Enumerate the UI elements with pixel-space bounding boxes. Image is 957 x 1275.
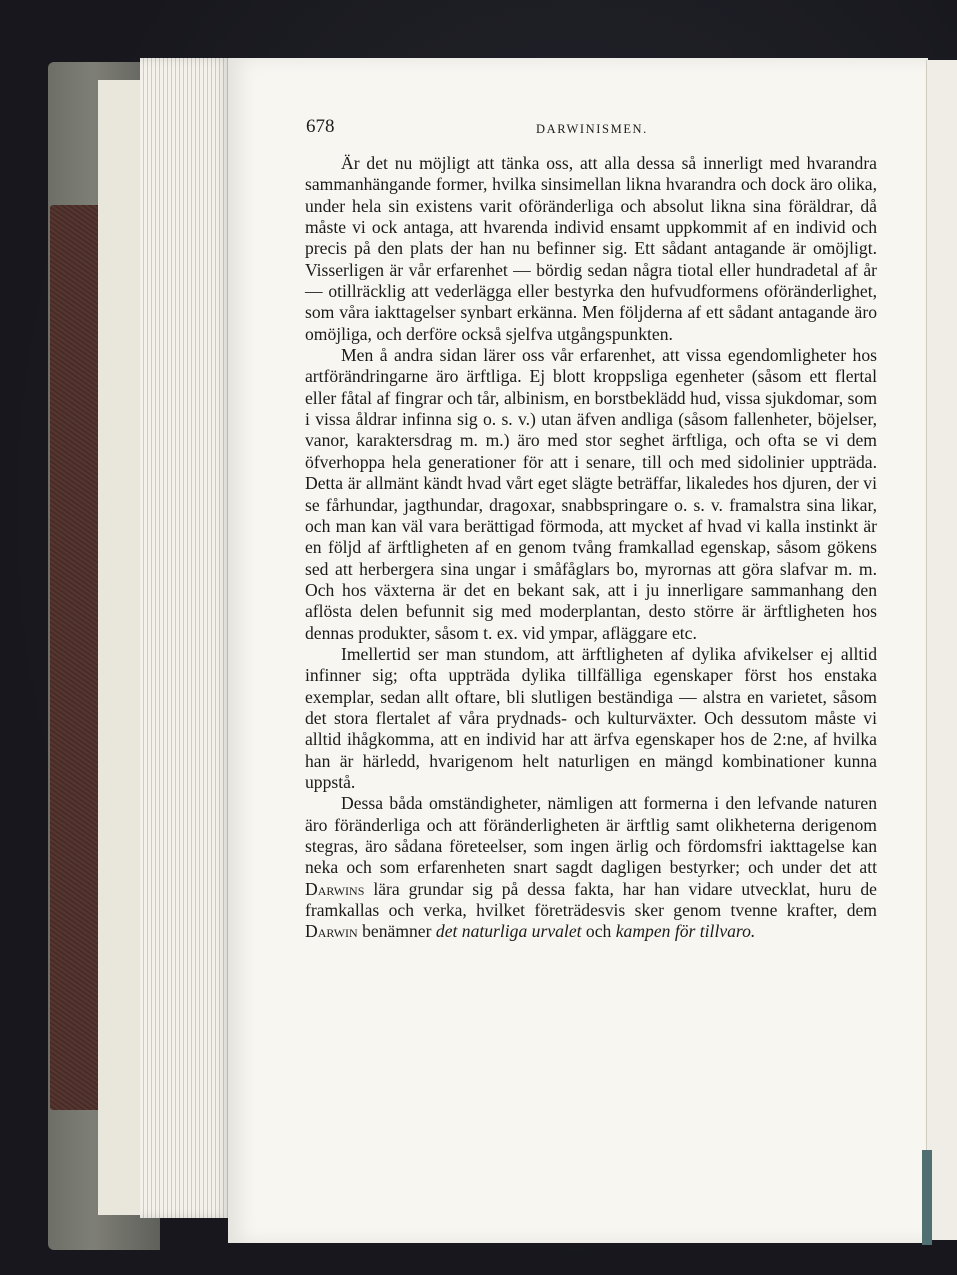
paragraph bbox=[305, 793, 877, 942]
endpaper bbox=[98, 80, 143, 1215]
text-run: lära grundar sig på dessa fakta, har han vidare utvecklat, huru de framkallas och verka, hvilket företrädesvis sker genom tvenne krafter, dem bbox=[305, 878, 877, 921]
body-text bbox=[305, 153, 877, 943]
paragraph: Imellertid ser man stundom, att ärftligheten af dylika afvikelser ej alltid infinner sig; ofta uppträda dylika tillfälliga egenskaper först hos enstaka exemplar, sedan allt oftare, bli slutligen beständiga — alstra en varietet, såsom det stora flertalet af våra prydnads- och kulturväxter. Och dessutom måste vi alltid ihågkomma, att en individ har att ärfva egenskaper hos de 2:ne, af hvilka han är härledd, hvarigenom helt naturligen en mängd kombinationer kunna uppstå. bbox=[305, 643, 877, 792]
text-run: benämner bbox=[362, 921, 432, 942]
page-stack-edges bbox=[140, 58, 232, 1218]
italic-term: kampen för tillvaro. bbox=[615, 921, 756, 942]
book-cover-leather bbox=[50, 205, 104, 1110]
author-name: Darwin bbox=[305, 921, 358, 942]
author-name: Darwins bbox=[305, 878, 365, 899]
page-number: 678 bbox=[306, 116, 335, 137]
text-run: Dessa båda omständigheter, nämligen att formerna i den lefvande naturen äro föränderliga och att föränderligheten är ärftlig samt olikheterna derigenom stegras, äro sådana företeelser, som ingen ärlig och fördomsfri iakttagelse kan neka och som erfarenheten snart sagdt dagligen bestyrker; och under det att bbox=[305, 793, 877, 878]
paragraph: Men å andra sidan lärer oss vår erfarenhet, att vissa egendomligheter hos artförändringarne äro ärftliga. Ej blott kroppsliga egenheter (såsom ett flertal eller fåtal af fingrar och tår, albinism, en borstbeklädd hud, vissa sjukdomar, som i vissa åldrar infinna sig o. s. v.) utan äfven andliga (såsom fallenheter, böjelser, vanor, karaktersdrag m. m.) äro med stor seghet ärftliga, och ofta se vi dem öfverhoppa hela generationer för att i senare, till och med sidolinier uppträda. Detta är allmänt kändt hvad vårt eget slägte beträffar, likaledes hos djuren, der vi se fårhundar, jagthundar, dragoxar, snabbspringare o. s. v. framalstra sina likar, och man kan väl vara berättigad förmoda, att mycket af hvad vi kalla instinkt är en följd af ärftligheten af en genom tvång framkallad egenskap, såsom gökens sed att herbergera sina ungar i småfåglars bo, myrornas att göra slafvar m. m. Och hos växterna är det en bekant sak, att i ju innerligare sammanhang den aflösta delen befunnit sig med moderplantan, desto större är ärftligheten hos dennas produkter, såsom t. ex. vid ympar, afläggare etc. bbox=[305, 345, 877, 643]
text-run: och bbox=[585, 921, 612, 942]
cover-edge bbox=[922, 1150, 932, 1245]
paragraph: Är det nu möjligt att tänka oss, att alla dessa så innerligt med hvarandra sammanhängande former, hvilka sinsimellan likna hvarandra och dock äro olika, under hela sin existens varit oföränderliga och absolut likna sina föräldrar, då måste vi ock antaga, att hvarenda individ ensamt uppkommit af en individ och precis på den plats der han nu befinner sig. Ett sådant antagande är omöjligt. Visserligen är vår erfarenhet — bördig sedan några tiotal eller hundradetal af år — otillräcklig att vederlägga eller bestyrka den hufvudformens oföränderlighet, som våra iakttagelser synbart erkänna. Men följderna af ett sådant antagande äro omöjliga, och derföre också sjelfva utgångspunkten. bbox=[305, 153, 877, 344]
italic-term: det naturliga urvalet bbox=[435, 921, 582, 942]
next-page-edge bbox=[926, 60, 957, 1240]
running-head: DARWINISMEN. bbox=[536, 122, 648, 136]
page-header bbox=[306, 114, 876, 142]
